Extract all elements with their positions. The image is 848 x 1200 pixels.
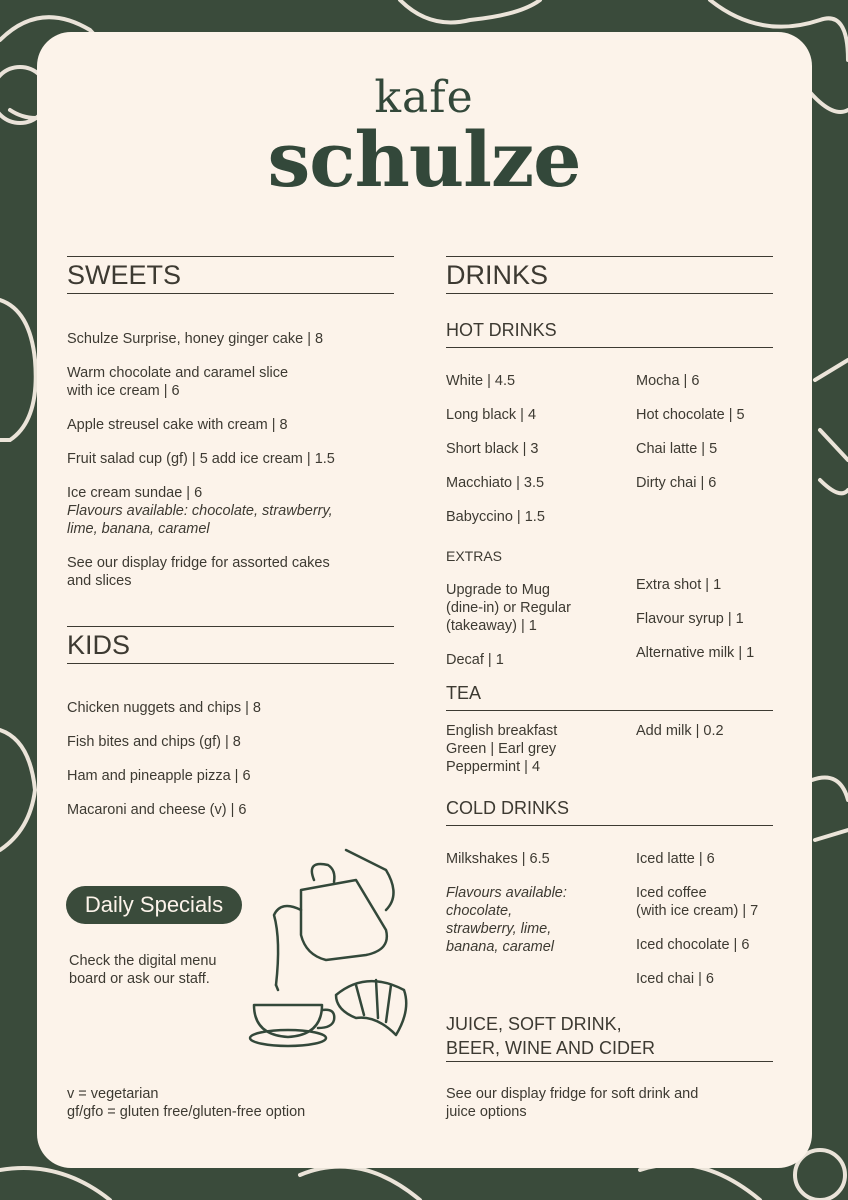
cold-drinks-heading: COLD DRINKS: [446, 798, 773, 826]
menu-item: (with ice cream) | 7: [636, 903, 759, 919]
menu-item-note: banana, caramel: [446, 939, 555, 955]
drinks-heading: DRINKS: [446, 256, 773, 294]
menu-item: Long black | 4: [446, 407, 537, 423]
menu-item: Iced chai | 6: [636, 971, 714, 987]
extras-heading: EXTRAS: [446, 548, 503, 564]
menu-item: White | 4.5: [446, 373, 516, 389]
menu-item: Chai latte | 5: [636, 441, 718, 457]
specials-text: Check the digital menu: [69, 953, 217, 969]
logo-schulze: schulze: [267, 115, 581, 204]
menu-item: Peppermint | 4: [446, 759, 541, 775]
menu-item: Iced latte | 6: [636, 851, 715, 867]
menu-item: Flavour syrup | 1: [636, 611, 744, 627]
menu-item-note: strawberry, lime,: [446, 921, 552, 937]
menu-item: Warm chocolate and caramel slice: [67, 365, 289, 381]
menu-item: Babyccino | 1.5: [446, 509, 545, 525]
legend-gluten-free: gf/gfo = gluten free/gluten-free option: [67, 1104, 306, 1120]
menu-item: Upgrade to Mug: [446, 582, 550, 598]
menu-item: Alternative milk | 1: [636, 645, 755, 661]
juice-heading-rule: [446, 1061, 773, 1062]
juice-text: See our display fridge for soft drink and: [446, 1086, 699, 1102]
legend-vegetarian: v = vegetarian: [67, 1086, 159, 1102]
kids-heading: KIDS: [67, 626, 394, 664]
menu-item: Short black | 3: [446, 441, 539, 457]
menu-item: Schulze Surprise, honey ginger cake | 8: [67, 331, 324, 347]
juice-text: juice options: [446, 1104, 527, 1120]
menu-item-note: Flavours available:: [446, 885, 567, 901]
logo-kafe: kafe: [374, 72, 474, 123]
menu-item: with ice cream | 6: [67, 383, 180, 399]
menu-item-note: lime, banana, caramel: [67, 521, 210, 537]
sweets-heading: SWEETS: [67, 256, 394, 294]
menu-item: Macaroni and cheese (v) | 6: [67, 802, 247, 818]
menu-item: English breakfast: [446, 723, 558, 739]
menu-item: Chicken nuggets and chips | 8: [67, 700, 262, 716]
menu-note: See our display fridge for assorted cakes: [67, 555, 330, 571]
menu-item: Fish bites and chips (gf) | 8: [67, 734, 241, 750]
menu-item: Mocha | 6: [636, 373, 700, 389]
menu-item: (dine-in) or Regular: [446, 600, 571, 616]
juice-heading-line1: JUICE, SOFT DRINK,: [446, 1014, 622, 1034]
juice-heading-line2: BEER, WINE AND CIDER: [446, 1038, 656, 1058]
menu-note: and slices: [67, 573, 132, 589]
daily-specials-badge: Daily Specials: [66, 886, 242, 924]
menu-item: Iced chocolate | 6: [636, 937, 750, 953]
specials-text: board or ask our staff.: [69, 971, 210, 987]
coffee-pot-and-croissant-illustration: [236, 840, 416, 1060]
menu-item: Fruit salad cup (gf) | 5 add ice cream | 1.5: [67, 451, 335, 467]
menu-item: Iced coffee: [636, 885, 707, 901]
menu-item: (takeaway) | 1: [446, 618, 537, 634]
tea-heading: TEA: [446, 683, 773, 711]
menu-item: Ice cream sundae | 6: [67, 485, 203, 501]
menu-item-note: Flavours available: chocolate, strawberry,: [67, 503, 333, 519]
menu-item: Green | Earl grey: [446, 741, 557, 757]
menu-item: Extra shot | 1: [636, 577, 722, 593]
menu-item: Macchiato | 3.5: [446, 475, 545, 491]
menu-item: Add milk | 0.2: [636, 723, 724, 739]
menu-item: Decaf | 1: [446, 652, 504, 668]
menu-item-note: chocolate,: [446, 903, 513, 919]
hot-drinks-heading: HOT DRINKS: [446, 320, 773, 348]
menu-item: Milkshakes | 6.5: [446, 851, 550, 867]
menu-item: Hot chocolate | 5: [636, 407, 745, 423]
menu-item: Apple streusel cake with cream | 8: [67, 417, 288, 433]
menu-item: Ham and pineapple pizza | 6: [67, 768, 251, 784]
menu-item: Dirty chai | 6: [636, 475, 717, 491]
